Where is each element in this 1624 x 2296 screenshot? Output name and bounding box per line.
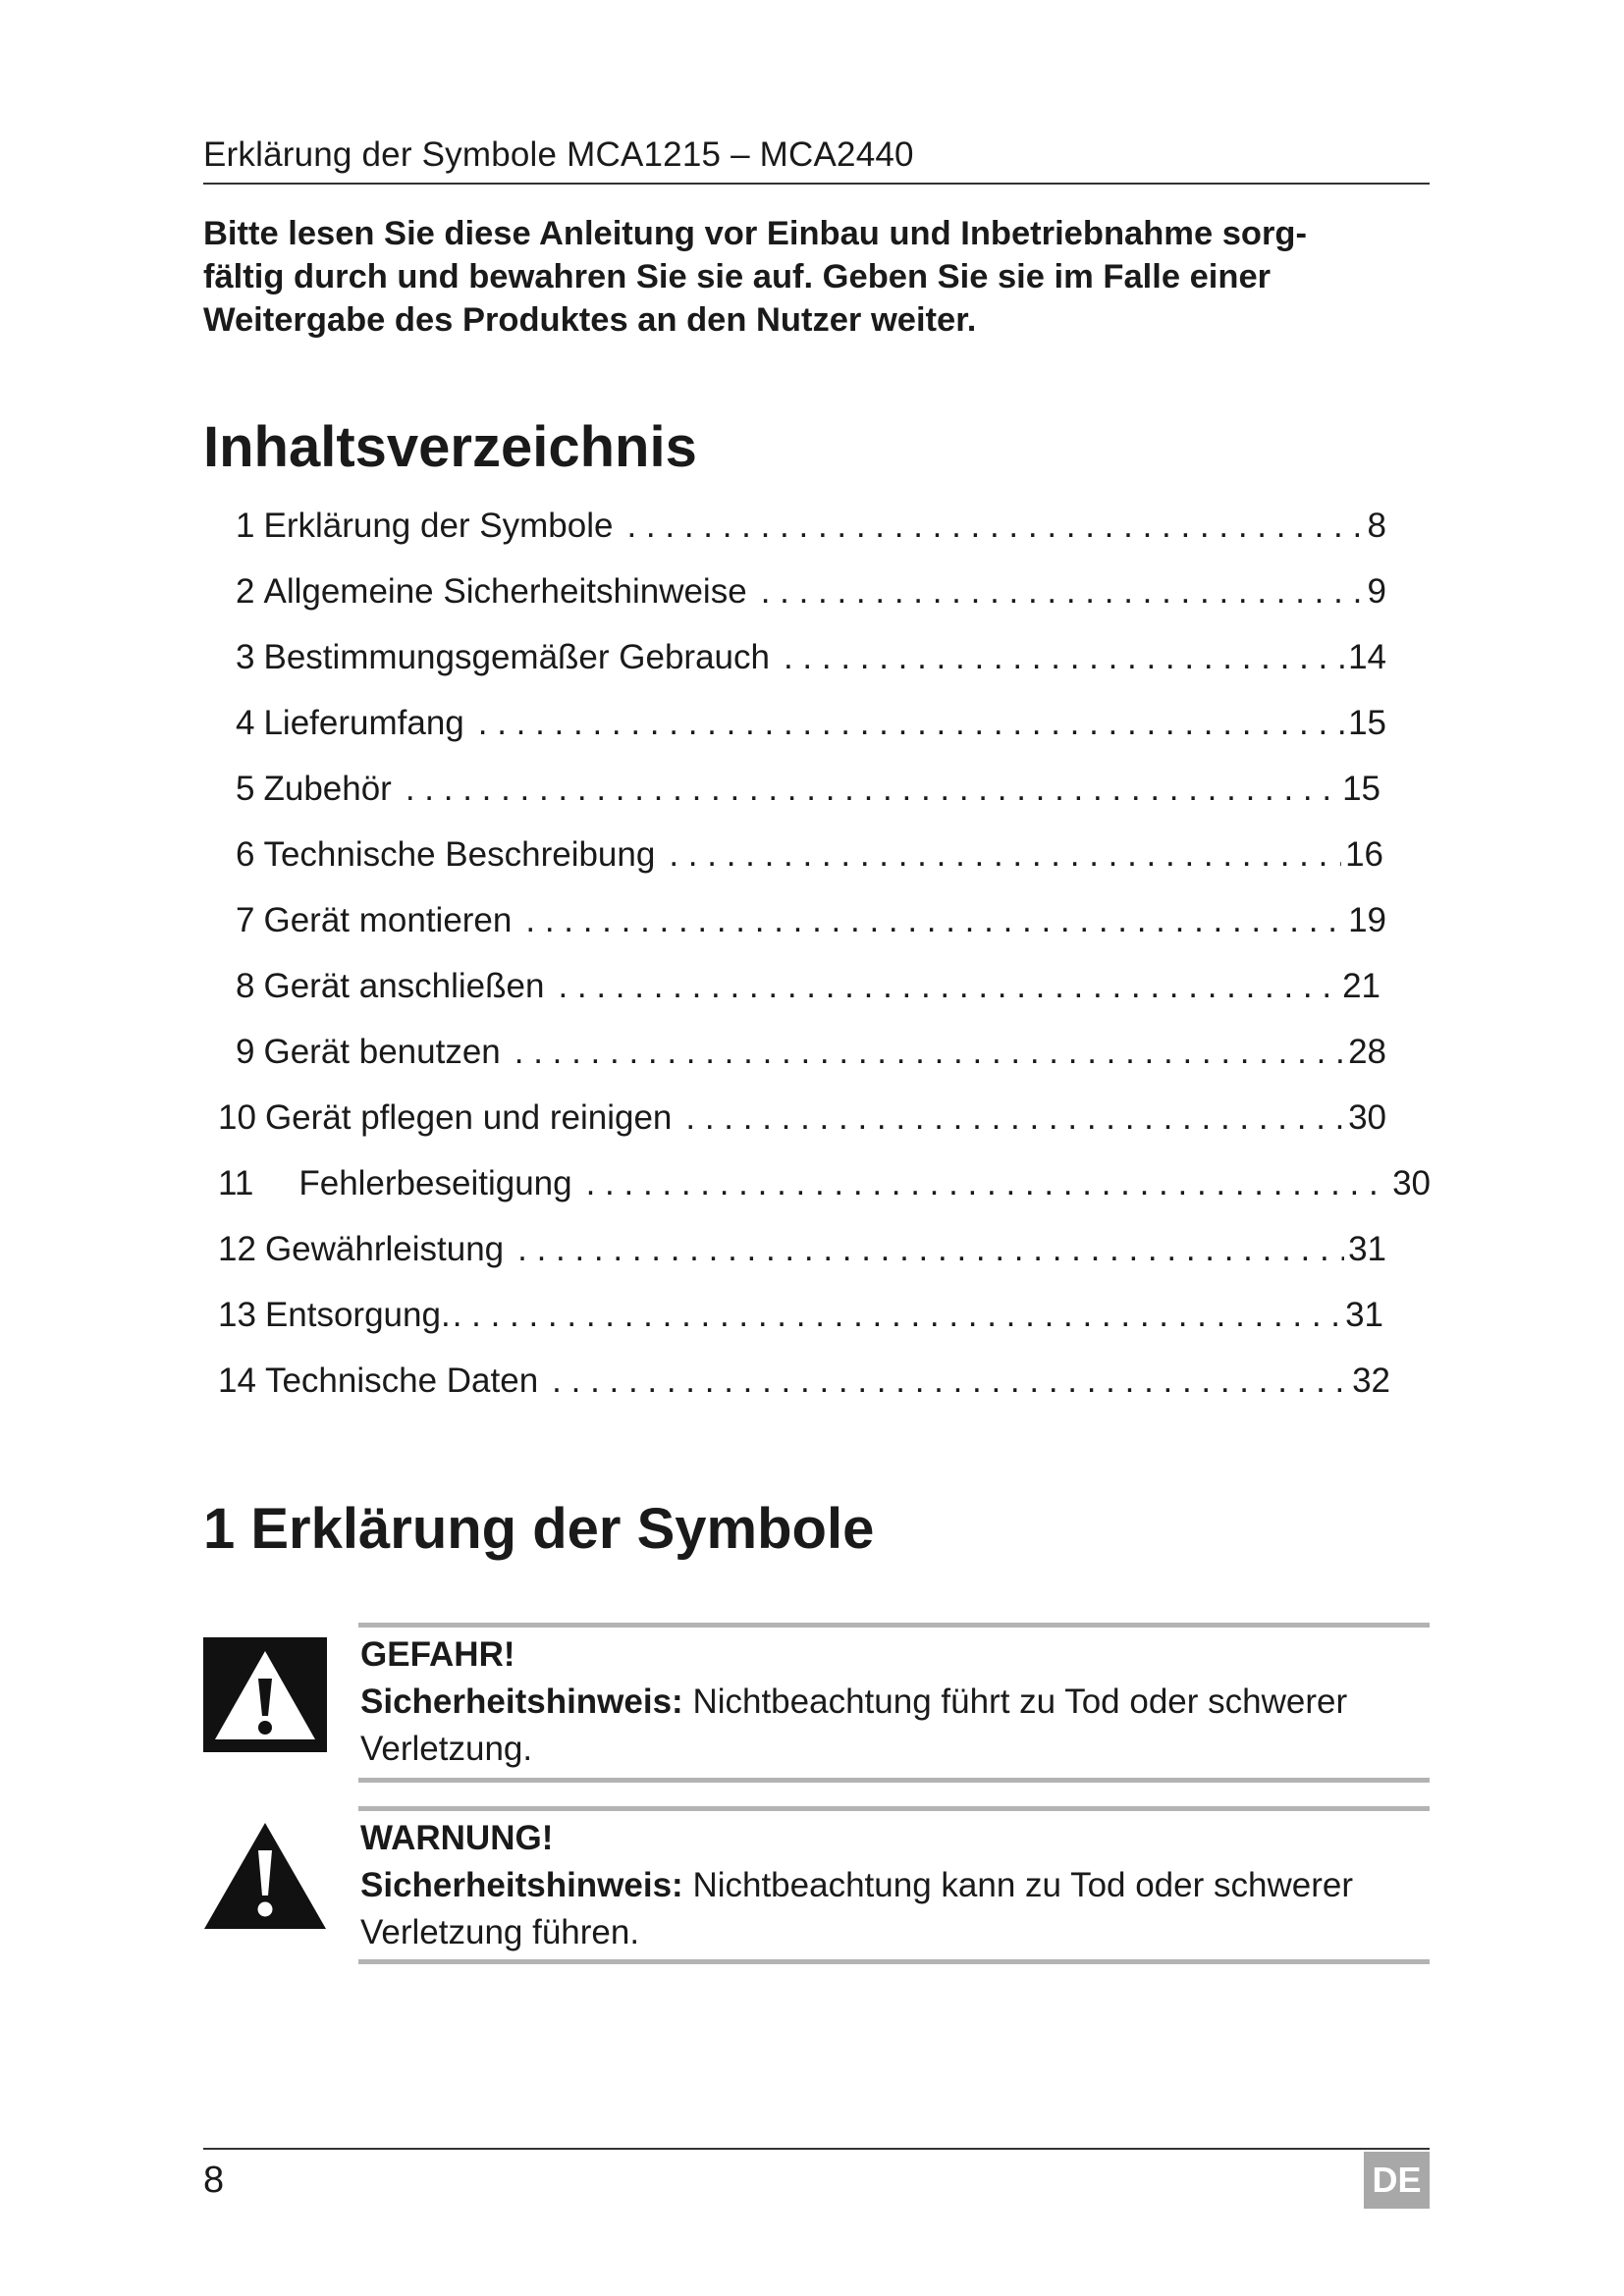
notice-top-rule <box>358 1806 1430 1811</box>
toc-entry[interactable] <box>236 967 1380 1010</box>
notice-bottom-rule <box>358 1778 1430 1783</box>
notice-text-line <box>360 1862 1431 1909</box>
toc-leader-dots <box>761 572 1364 612</box>
toc-leader-dots <box>685 1098 1344 1138</box>
notice-title: GEFAHR! <box>360 1635 515 1674</box>
toc-number: 3 <box>236 638 255 676</box>
toc-page: 30 <box>1348 1098 1386 1137</box>
running-header: Erklärung der Symbole MCA1215 – MCA2440 <box>203 135 914 174</box>
danger-warning-icon <box>203 1637 327 1752</box>
toc-heading: Inhaltsverzeichnis <box>203 415 697 479</box>
toc-entry[interactable] <box>218 1164 1431 1207</box>
footer-divider <box>203 2148 1430 2150</box>
toc-title: Lieferumfang <box>263 704 464 742</box>
toc-number: 14 <box>218 1362 256 1400</box>
toc-leader-dots <box>552 1362 1348 1401</box>
toc-number: 5 <box>236 770 255 808</box>
toc-title: Allgemeine Sicherheitshinweise <box>263 572 747 611</box>
toc-entry[interactable] <box>236 638 1386 681</box>
notice-title: WARNUNG! <box>360 1819 554 1857</box>
toc-leader-dots <box>478 704 1344 743</box>
toc-title: Gerät montieren <box>263 901 513 939</box>
toc-leader-dots <box>517 1230 1344 1269</box>
toc-title: Gerät pflegen und reinigen <box>264 1098 673 1137</box>
notice-bottom-rule <box>358 1959 1430 1964</box>
notice-warning <box>360 1815 1431 1956</box>
toc-page: 8 <box>1367 507 1386 545</box>
language-badge: DE <box>1364 2152 1430 2209</box>
toc-entry[interactable] <box>218 1230 1386 1273</box>
intro-paragraph <box>203 212 1430 342</box>
toc-page: 31 <box>1348 1230 1386 1268</box>
toc-entry[interactable] <box>218 1362 1390 1405</box>
toc-title: Gerät benutzen <box>263 1033 501 1071</box>
toc-page: 16 <box>1345 835 1383 874</box>
toc-title: Technische Daten <box>264 1362 539 1400</box>
toc-leader-dots <box>586 1164 1388 1203</box>
toc-page: 31 <box>1345 1296 1383 1334</box>
toc-page: 19 <box>1348 901 1386 939</box>
toc-title: Zubehör <box>263 770 392 808</box>
toc-page: 14 <box>1348 638 1386 676</box>
toc-page: 28 <box>1348 1033 1386 1071</box>
header-divider <box>203 183 1430 185</box>
page-number: 8 <box>203 2160 225 2201</box>
toc-number: 1 <box>236 507 255 545</box>
toc-page: 21 <box>1342 967 1380 1005</box>
toc-title: Technische Beschreibung <box>263 835 656 874</box>
toc-entry[interactable] <box>218 1296 1383 1339</box>
intro-line: Weitergabe des Produktes an den Nutzer weiter. <box>203 301 977 339</box>
toc-title: Bestimmungsgemäßer Gebrauch <box>263 638 770 676</box>
notice-danger <box>360 1631 1431 1773</box>
toc-leader-dots <box>669 835 1341 875</box>
toc-page: 30 <box>1392 1164 1431 1202</box>
toc-number: 10 <box>218 1098 256 1137</box>
notice-text: Nichtbeachtung führt zu Tod oder schwerer <box>682 1682 1348 1721</box>
toc-entry[interactable] <box>236 704 1386 747</box>
toc-number: 9 <box>236 1033 255 1071</box>
notice-label: Sicherheitshinweis: <box>360 1682 683 1721</box>
toc-number: 12 <box>218 1230 256 1268</box>
notice-text-line: Verletzung. <box>360 1730 533 1768</box>
toc-leader-dots <box>453 1296 1341 1335</box>
toc-page: 15 <box>1348 704 1386 742</box>
toc-title: Fehlerbeseitigung <box>298 1164 572 1202</box>
toc-title: Entsorgung. <box>264 1296 451 1334</box>
notice-text-line: Verletzung führen. <box>360 1913 640 1951</box>
notice-label: Sicherheitshinweis: <box>360 1866 683 1904</box>
toc-page: 9 <box>1367 572 1386 611</box>
toc-number: 11 <box>218 1164 254 1202</box>
toc-number: 13 <box>218 1296 256 1334</box>
toc-title: Gerät anschließen <box>263 967 545 1005</box>
toc-entry[interactable] <box>236 507 1386 550</box>
toc-number: 8 <box>236 967 255 1005</box>
warning-triangle-icon <box>203 1821 327 1931</box>
intro-line: fältig durch und bewahren Sie sie auf. Geben Sie sie im Falle einer <box>203 258 1272 295</box>
toc-number: 6 <box>236 835 255 874</box>
toc-leader-dots <box>406 770 1338 809</box>
toc-title: Gewährleistung <box>264 1230 505 1268</box>
notice-text: Nichtbeachtung kann zu Tod oder schwerer <box>682 1866 1353 1904</box>
toc-leader-dots <box>525 901 1344 940</box>
section-heading: 1 Erklärung der Symbole <box>203 1497 875 1561</box>
notice-top-rule <box>358 1623 1430 1628</box>
toc-entry[interactable] <box>218 1098 1386 1142</box>
toc-number: 7 <box>236 901 255 939</box>
toc-number: 4 <box>236 704 255 742</box>
toc-page: 15 <box>1342 770 1380 808</box>
toc-entry[interactable] <box>236 901 1386 944</box>
toc-number: 2 <box>236 572 255 611</box>
toc-entry[interactable] <box>236 835 1383 879</box>
toc-entry[interactable] <box>236 1033 1386 1076</box>
toc-title: Erklärung der Symbole <box>263 507 614 545</box>
toc-leader-dots <box>514 1033 1344 1072</box>
toc-leader-dots <box>626 507 1363 546</box>
toc-leader-dots <box>558 967 1338 1006</box>
toc-entry[interactable] <box>236 770 1380 813</box>
toc-entry[interactable] <box>236 572 1386 615</box>
notice-text-line <box>360 1679 1431 1726</box>
toc-leader-dots <box>784 638 1344 677</box>
toc-page: 32 <box>1352 1362 1390 1400</box>
intro-line: Bitte lesen Sie diese Anleitung vor Einbau und Inbetriebnahme sorg- <box>203 215 1307 252</box>
